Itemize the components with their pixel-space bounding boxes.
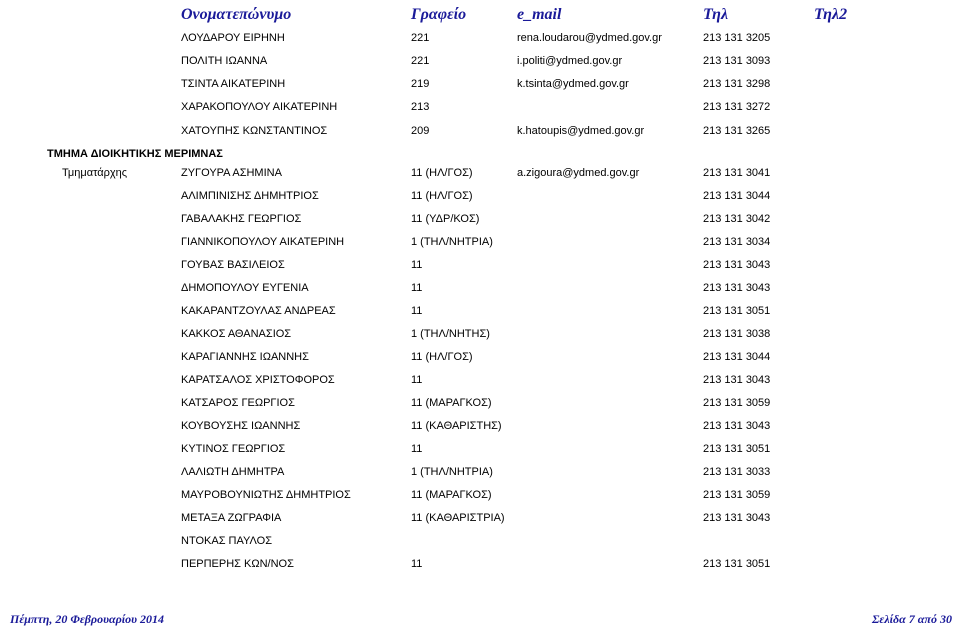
row-office: 11	[411, 259, 423, 271]
row-office: 11 (ΜΑΡΑΓΚΟΣ)	[411, 397, 492, 409]
row-office: 221	[411, 55, 430, 67]
table-row	[0, 32, 960, 50]
row-office: 209	[411, 125, 430, 137]
table-row	[0, 305, 960, 323]
row-office: 11	[411, 305, 423, 317]
header-name: Ονοματεπώνυμο	[181, 6, 292, 23]
row-office: 11 (ΗΛ/ΓΟΣ)	[411, 167, 473, 179]
row-email: k.hatoupis@ydmed.gov.gr	[517, 125, 645, 137]
row-name: ΚΑΚΚΟΣ ΑΘΑΝΑΣΙΟΣ	[181, 328, 292, 340]
header-office: Γραφείο	[411, 6, 467, 23]
row-name: ΠΟΛΙΤΗ ΙΩΑΝΝΑ	[181, 55, 268, 67]
section-title: ΤΜΗΜΑ ΔΙΟΙΚΗΤΙΚΗΣ ΜΕΡΙΜΝΑΣ	[47, 148, 223, 160]
row-role: Τμηματάρχης	[62, 167, 128, 179]
row-office: 11 (ΥΔΡ/ΚΟΣ)	[411, 213, 480, 225]
footer-date: Πέμπτη, 20 Φεβρουαρίου 2014	[10, 612, 165, 626]
row-phone: 213 131 3051	[703, 443, 771, 455]
table-row	[0, 190, 960, 208]
table-row	[0, 512, 960, 530]
row-phone: 213 131 3059	[703, 489, 771, 501]
row-name: ΚΑΡΑΤΣΑΛΟΣ ΧΡΙΣΤΟΦΟΡΟΣ	[181, 374, 335, 386]
row-phone: 213 131 3043	[703, 420, 771, 432]
row-office: 11	[411, 282, 423, 294]
footer-page-number: Σελίδα 7 από 30	[872, 612, 952, 626]
row-name: ΛΟΥΔΑΡΟΥ ΕΙΡΗΝΗ	[181, 32, 285, 44]
row-office: 11	[411, 374, 423, 386]
row-name: ΝΤΟΚΑΣ ΠΑΥΛΟΣ	[181, 535, 273, 547]
table-row	[0, 328, 960, 346]
row-phone: 213 131 3265	[703, 125, 771, 137]
row-email: k.tsinta@ydmed.gov.gr	[517, 78, 629, 90]
row-email: i.politi@ydmed.gov.gr	[517, 55, 623, 67]
row-name: ΓΙΑΝΝΙΚΟΠΟΥΛΟΥ ΑΙΚΑΤΕΡΙΝΗ	[181, 236, 345, 248]
row-phone: 213 131 3043	[703, 512, 771, 524]
row-name: ΚΑΤΣΑΡΟΣ ΓΕΩΡΓΙΟΣ	[181, 397, 295, 409]
row-phone: 213 131 3272	[703, 101, 771, 113]
table-row	[0, 259, 960, 277]
table-row	[0, 55, 960, 73]
table-row	[0, 397, 960, 415]
row-name: ΜΑΥΡΟΒΟΥΝΙΩΤΗΣ ΔΗΜΗΤΡΙΟΣ	[181, 489, 351, 501]
row-name: ΧΑΤΟΥΠΗΣ ΚΩΝΣΤΑΝΤΙΝΟΣ	[181, 125, 328, 137]
row-name: ΧΑΡΑΚΟΠΟΥΛΟΥ ΑΙΚΑΤΕΡΙΝΗ	[181, 101, 338, 113]
row-office: 213	[411, 101, 430, 113]
row-name: ΓΑΒΑΛΑΚΗΣ ΓΕΩΡΓΙΟΣ	[181, 213, 302, 225]
table-row	[0, 78, 960, 96]
table-row	[0, 443, 960, 461]
row-office: 11 (ΚΑΘΑΡΙΣΤΗΣ)	[411, 420, 502, 432]
row-name: ΠΕΡΠΕΡΗΣ ΚΩΝ/ΝΟΣ	[181, 558, 294, 570]
table-row	[0, 420, 960, 438]
row-office: 11	[411, 558, 423, 570]
table-row	[0, 489, 960, 507]
table-row	[0, 466, 960, 484]
row-phone: 213 131 3205	[703, 32, 771, 44]
row-phone: 213 131 3043	[703, 282, 771, 294]
row-email: rena.loudarou@ydmed.gov.gr	[517, 32, 662, 44]
row-phone: 213 131 3044	[703, 351, 771, 363]
table-row	[0, 125, 960, 143]
header-email: e_mail	[517, 6, 562, 23]
row-phone: 213 131 3044	[703, 190, 771, 202]
row-office: 219	[411, 78, 430, 90]
row-office: 11	[411, 443, 423, 455]
row-office: 11 (ΚΑΘΑΡΙΣΤΡΙΑ)	[411, 512, 505, 524]
table-row	[0, 213, 960, 231]
row-name: ΤΣΙΝΤΑ ΑΙΚΑΤΕΡΙΝΗ	[181, 78, 286, 90]
table-row	[0, 282, 960, 300]
row-phone: 213 131 3042	[703, 213, 771, 225]
row-office: 1 (ΤΗΛ/ΝΗΤΡΙΑ)	[411, 236, 493, 248]
row-phone: 213 131 3051	[703, 305, 771, 317]
header-phone: Τηλ	[703, 6, 729, 23]
row-phone: 213 131 3041	[703, 167, 771, 179]
table-row	[0, 535, 960, 553]
row-name: ΚΥΤΙΝΟΣ ΓΕΩΡΓΙΟΣ	[181, 443, 286, 455]
row-office: 11 (ΜΑΡΑΓΚΟΣ)	[411, 489, 492, 501]
row-phone: 213 131 3038	[703, 328, 771, 340]
table-row	[0, 374, 960, 392]
table-row	[0, 558, 960, 576]
row-name: ΑΛΙΜΠΙΝΙΣΗΣ ΔΗΜΗΤΡΙΟΣ	[181, 190, 319, 202]
row-phone: 213 131 3093	[703, 55, 771, 67]
row-phone: 213 131 3034	[703, 236, 771, 248]
row-name: ΜΕΤΑΞΑ ΖΩΓΡΑΦΙΑ	[181, 512, 282, 524]
table-row	[0, 167, 960, 185]
row-name: ΚΑΚΑΡΑΝΤΖΟΥΛΑΣ ΑΝΔΡΕΑΣ	[181, 305, 336, 317]
row-name: ΓΟΥΒΑΣ ΒΑΣΙΛΕΙΟΣ	[181, 259, 285, 271]
row-phone: 213 131 3033	[703, 466, 771, 478]
row-name: ΔΗΜΟΠΟΥΛΟΥ ΕΥΓΕΝΙΑ	[181, 282, 309, 294]
row-phone: 213 131 3043	[703, 259, 771, 271]
table-row	[0, 236, 960, 254]
row-office: 11 (ΗΛ/ΓΟΣ)	[411, 190, 473, 202]
row-name: ΚΟΥΒΟΥΣΗΣ ΙΩΑΝΝΗΣ	[181, 420, 301, 432]
row-office: 221	[411, 32, 430, 44]
row-office: 11 (ΗΛ/ΓΟΣ)	[411, 351, 473, 363]
row-name: ΖΥΓΟΥΡΑ ΑΣΗΜΙΝΑ	[181, 167, 282, 179]
row-phone: 213 131 3051	[703, 558, 771, 570]
row-phone: 213 131 3043	[703, 374, 771, 386]
row-name: ΚΑΡΑΓΙΑΝΝΗΣ ΙΩΑΝΝΗΣ	[181, 351, 309, 363]
table-row	[0, 351, 960, 369]
header-phone2: Τηλ2	[814, 6, 848, 23]
row-phone: 213 131 3298	[703, 78, 771, 90]
row-office: 1 (ΤΗΛ/ΝΗΤΡΙΑ)	[411, 466, 493, 478]
table-row	[0, 101, 960, 119]
row-name: ΛΑΛΙΩΤΗ ΔΗΜΗΤΡΑ	[181, 466, 285, 478]
row-email: a.zigoura@ydmed.gov.gr	[517, 167, 640, 179]
row-phone: 213 131 3059	[703, 397, 771, 409]
row-office: 1 (ΤΗΛ/ΝΗΤΗΣ)	[411, 328, 490, 340]
